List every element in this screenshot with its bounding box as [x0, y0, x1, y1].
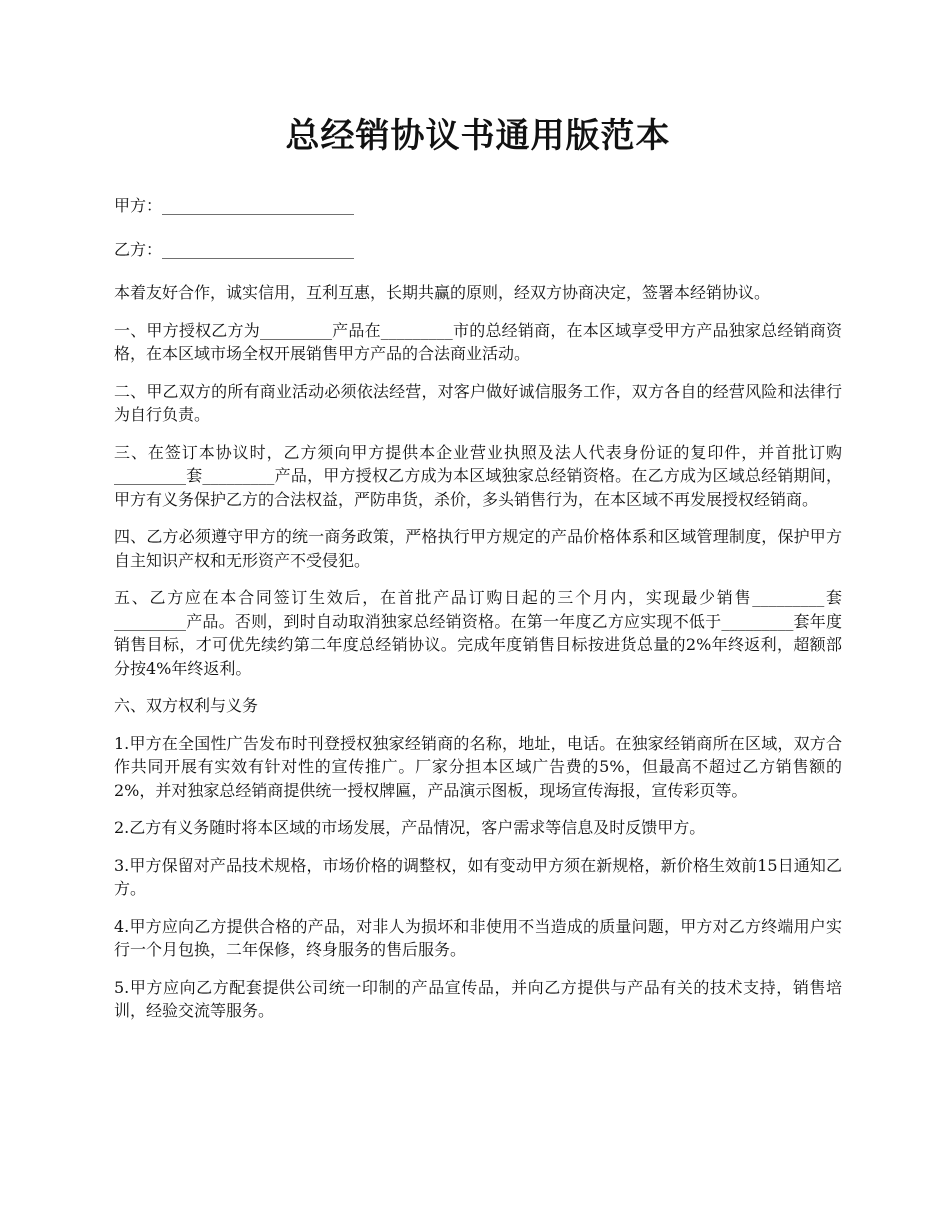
clause-5-paragraph: 五、乙方应在本合同签订生效后，在首批产品订购日起的三个月内，实现最少销售_________套_________产品。否则，到时自动取消独家总经销资格。在第一年度乙方应实现不低于_________套年度销售目标，才可优先续约第二年度总经销协议。完成年度销售目标按进货总量的2%年终返利，超额部分按4%年终返利。 [114, 588, 842, 678]
clause-1-paragraph: 一、甲方授权乙方为_________产品在_________市的总经销商，在本区域享受甲方产品独家总经销商资格，在本区域市场全权开展销售甲方产品的合法商业活动。 [114, 320, 842, 363]
clause-6-item-4: 4.甲方应向乙方提供合格的产品，对非人为损坏和非使用不当造成的质量问题，甲方对乙方终端用户实行一个月包换，二年保修，终身服务的售后服务。 [114, 916, 842, 959]
party-a-field: 甲方：________________________ [114, 196, 355, 215]
clause-6-item-2: 2.乙方有义务随时将本区域的市场发展，产品情况，客户需求等信息及时反馈甲方。 [114, 818, 706, 837]
clause-6-item-3: 3.甲方保留对产品技术规格，市场价格的调整权，如有变动甲方须在新规格，新价格生效前15日通知乙方。 [114, 855, 842, 898]
clause-3-paragraph: 三、在签订本协议时，乙方须向甲方提供本企业营业执照及法人代表身份证的复印件，并首批订购_________套_________产品，甲方授权乙方成为本区域独家总经销资格。在乙方成为区域总经销期间，甲方有义务保护乙方的合法权益，严防串货，杀价，多头销售行为，在本区域不再发展授权经销商。 [114, 442, 842, 509]
document-title: 总经销协议书通用版范本 [285, 116, 671, 156]
party-b-field: 乙方：________________________ [114, 239, 355, 259]
preamble-paragraph: 本着友好合作，诚实信用，互利互惠，长期共赢的原则，经双方协商决定，签署本经销协议。 [114, 283, 771, 302]
clause-6-item-1: 1.甲方在全国性广告发布时刊登授权独家经销商的名称，地址，电话。在独家经销商所在区域，双方合作共同开展有实效有针对性的宣传推广。厂家分担本区域广告费的5%，但最高不超过乙方销售额的2%，并对独家总经销商提供统一授权牌匾，产品演示图板，现场宣传海报，宣传彩页等。 [114, 733, 842, 800]
clause-2-paragraph: 二、甲乙双方的所有商业活动必须依法经营，对客户做好诚信服务工作，双方各自的经营风险和法律行为自行负责。 [114, 381, 842, 424]
clause-6-heading: 六、双方权利与义务 [114, 696, 259, 715]
clause-6-item-5: 5.甲方应向乙方配套提供公司统一印制的产品宣传品，并向乙方提供与产品有关的技术支持，销售培训，经验交流等服务。 [114, 977, 842, 1020]
clause-4-paragraph: 四、乙方必须遵守甲方的统一商务政策，严格执行甲方规定的产品价格体系和区域管理制度，保护甲方自主知识产权和无形资产不受侵犯。 [114, 527, 842, 570]
